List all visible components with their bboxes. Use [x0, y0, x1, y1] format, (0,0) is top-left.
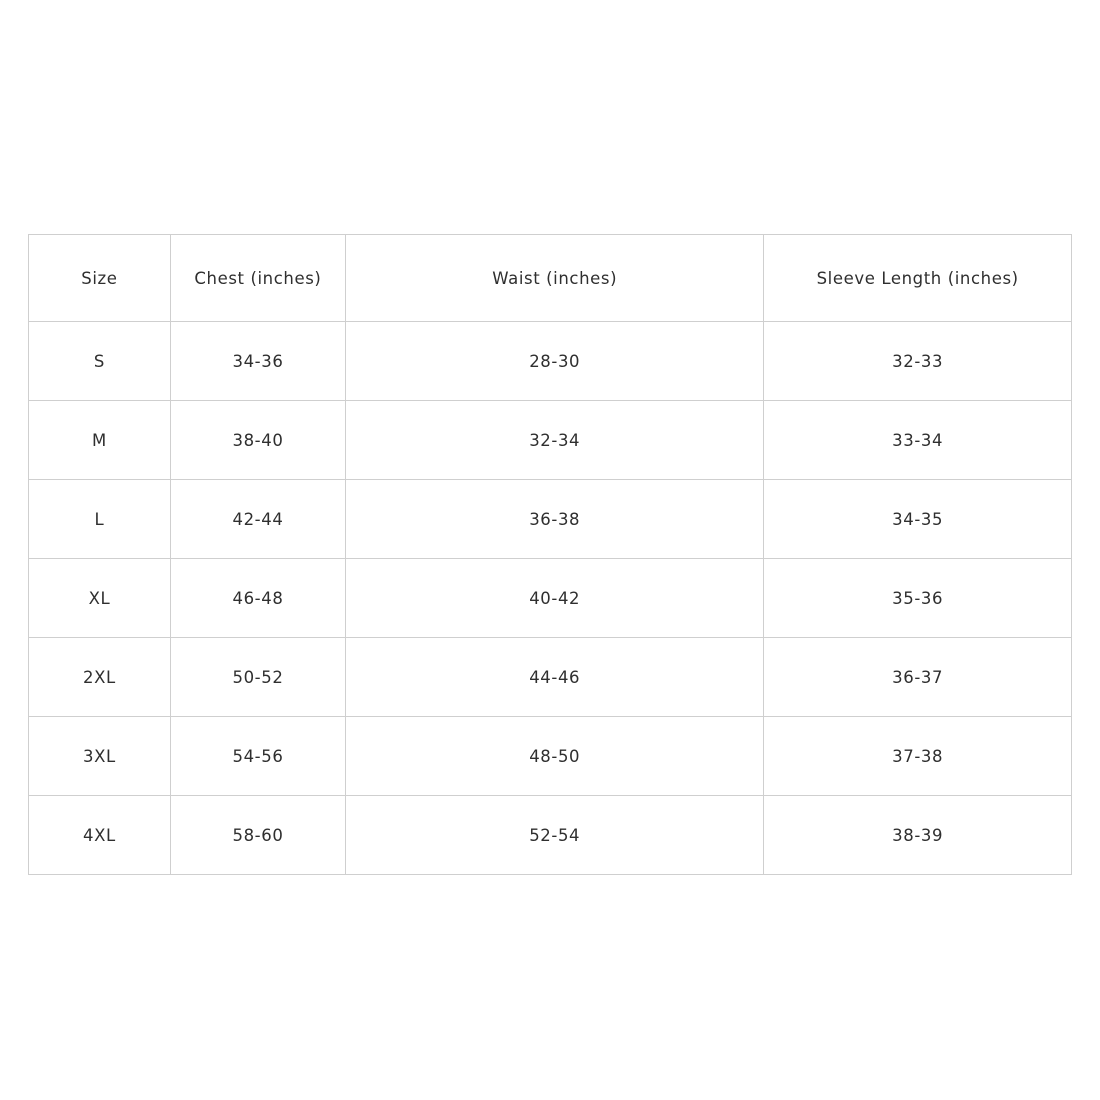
column-header-chest: Chest (inches) — [170, 235, 345, 322]
cell-chest: 58-60 — [170, 796, 345, 875]
column-header-sleeve: Sleeve Length (inches) — [764, 235, 1072, 322]
cell-size: 4XL — [29, 796, 171, 875]
table-row — [29, 559, 1072, 638]
cell-size: L — [29, 480, 171, 559]
table-row — [29, 480, 1072, 559]
cell-sleeve: 37-38 — [764, 717, 1072, 796]
table-row — [29, 796, 1072, 875]
table-row — [29, 717, 1072, 796]
cell-sleeve: 36-37 — [764, 638, 1072, 717]
cell-waist: 44-46 — [346, 638, 764, 717]
table-header — [29, 235, 1072, 322]
table-header-row — [29, 235, 1072, 322]
table-body — [29, 322, 1072, 875]
cell-sleeve: 34-35 — [764, 480, 1072, 559]
cell-size: 2XL — [29, 638, 171, 717]
cell-chest: 46-48 — [170, 559, 345, 638]
cell-sleeve: 33-34 — [764, 401, 1072, 480]
size-chart-container — [28, 234, 1072, 875]
cell-waist: 40-42 — [346, 559, 764, 638]
cell-sleeve: 32-33 — [764, 322, 1072, 401]
cell-chest: 54-56 — [170, 717, 345, 796]
table-row — [29, 638, 1072, 717]
cell-chest: 50-52 — [170, 638, 345, 717]
column-header-waist: Waist (inches) — [346, 235, 764, 322]
cell-waist: 32-34 — [346, 401, 764, 480]
cell-sleeve: 38-39 — [764, 796, 1072, 875]
cell-size: S — [29, 322, 171, 401]
table-row — [29, 401, 1072, 480]
cell-waist: 36-38 — [346, 480, 764, 559]
cell-waist: 28-30 — [346, 322, 764, 401]
cell-size: XL — [29, 559, 171, 638]
cell-size: 3XL — [29, 717, 171, 796]
cell-size: M — [29, 401, 171, 480]
column-header-size: Size — [29, 235, 171, 322]
cell-chest: 38-40 — [170, 401, 345, 480]
cell-chest: 42-44 — [170, 480, 345, 559]
cell-waist: 52-54 — [346, 796, 764, 875]
cell-sleeve: 35-36 — [764, 559, 1072, 638]
cell-chest: 34-36 — [170, 322, 345, 401]
table-row — [29, 322, 1072, 401]
size-chart-table — [28, 234, 1072, 875]
cell-waist: 48-50 — [346, 717, 764, 796]
